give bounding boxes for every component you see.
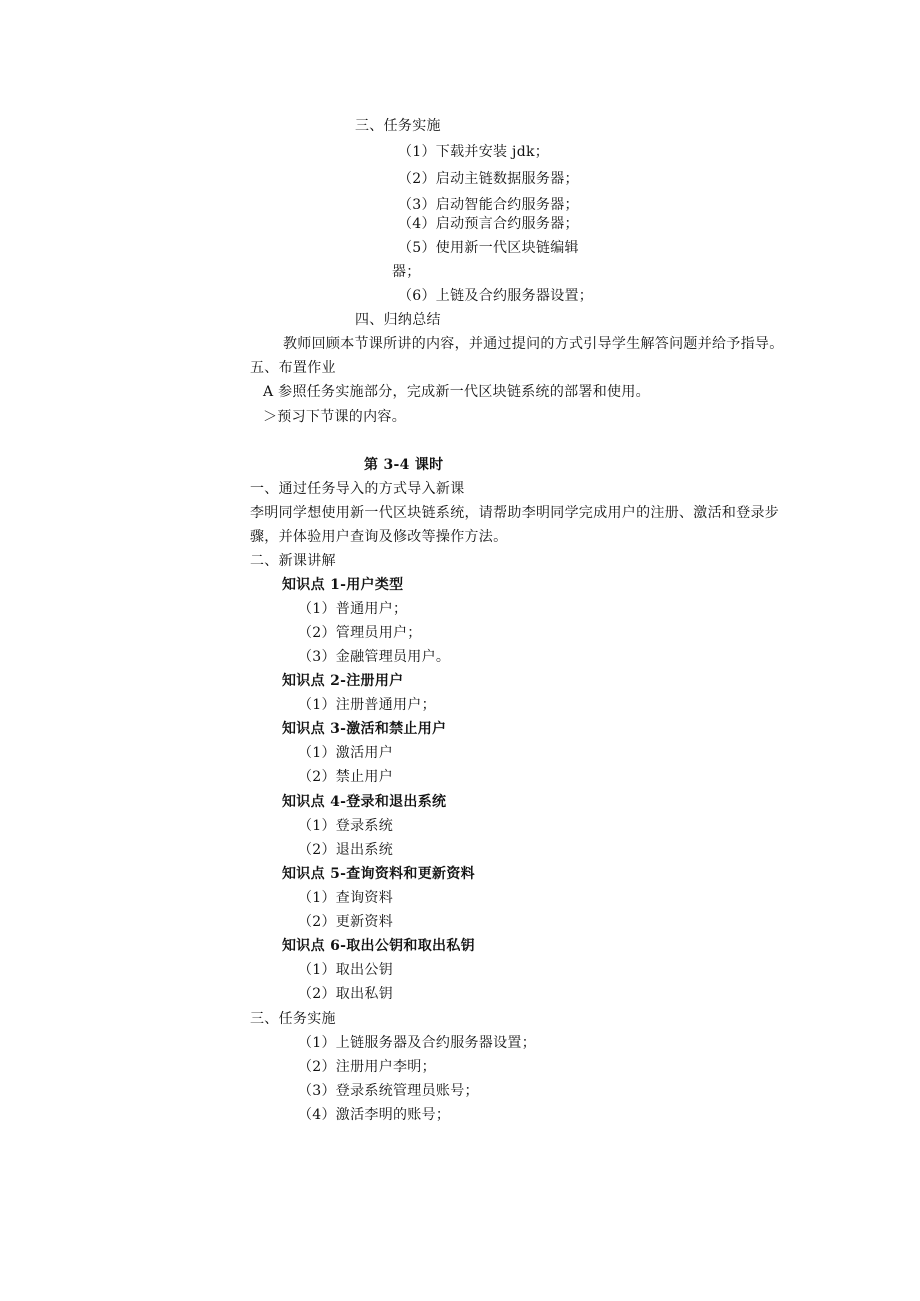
knowledge-title: 知识点 4-登录和退出系统	[282, 794, 447, 810]
task-step-4: （4）启动预言合约服务器；	[398, 216, 579, 232]
knowledge-title: 知识点 1-用户类型	[282, 577, 404, 593]
intro-heading: 一、通过任务导入的方式导入新课	[250, 481, 465, 497]
knowledge-item: （1）激活用户	[298, 745, 394, 761]
task-step-1: （1）下载并安装 jdk；	[398, 144, 550, 160]
task-step-5: （5）使用新一代区块链编辑	[398, 240, 579, 256]
task-step: （3）登录系统管理员账号；	[298, 1083, 479, 1099]
section-heading-summary: 四、归纳总结	[355, 312, 441, 328]
knowledge-item: （1）取出公钥	[298, 962, 394, 978]
knowledge-item: （1）查询资料	[298, 890, 394, 906]
task-step: （4）激活李明的账号；	[298, 1107, 451, 1123]
lecture-heading: 二、新课讲解	[250, 553, 336, 569]
intro-text-line-1: 李明同学想使用新一代区块链系统，请帮助李明同学完成用户的注册、激活和登录步	[250, 505, 780, 521]
task-step: （2）注册用户李明；	[298, 1059, 436, 1075]
knowledge-item: （1）注册普通用户；	[298, 697, 436, 713]
task-step-2: （2）启动主链数据服务器；	[398, 171, 579, 187]
knowledge-item: （2）更新资料	[298, 914, 394, 930]
knowledge-item: （1）登录系统	[298, 818, 394, 834]
knowledge-item: （2）退出系统	[298, 842, 394, 858]
knowledge-item: （1）普通用户；	[298, 601, 408, 617]
section-heading-homework: 五、布置作业	[250, 360, 336, 376]
knowledge-title: 知识点 6-取出公钥和取出私钥	[282, 938, 475, 954]
knowledge-item: （3）金融管理员用户。	[298, 649, 451, 665]
intro-text-line-2: 骤，并体验用户查询及修改等操作方法。	[250, 529, 508, 545]
homework-item-1: A 参照任务实施部分，完成新一代区块链系统的部署和使用。	[263, 384, 650, 400]
knowledge-item: （2）取出私钥	[298, 986, 394, 1002]
knowledge-title: 知识点 3-激活和禁止用户	[282, 721, 447, 737]
lesson-title: 第 3-4 课时	[364, 457, 444, 473]
task-step-6: （6）上链及合约服务器设置；	[398, 288, 594, 304]
knowledge-title: 知识点 2-注册用户	[282, 673, 404, 689]
task-step: （1）上链服务器及合约服务器设置；	[298, 1035, 537, 1051]
task-step-3: （3）启动智能合约服务器；	[398, 197, 579, 213]
summary-text: 教师回顾本节课所讲的内容，并通过提问的方式引导学生解答问题并给予指导。	[283, 336, 784, 352]
homework-item-2: ＞预习下节课的内容。	[263, 409, 406, 425]
task-heading: 三、任务实施	[250, 1011, 336, 1027]
task-step-5-continued: 器；	[392, 264, 421, 280]
section-heading-task-implementation: 三、任务实施	[355, 118, 441, 134]
knowledge-item: （2）禁止用户	[298, 769, 394, 785]
knowledge-title: 知识点 5-查询资料和更新资料	[282, 866, 475, 882]
knowledge-item: （2）管理员用户；	[298, 625, 422, 641]
